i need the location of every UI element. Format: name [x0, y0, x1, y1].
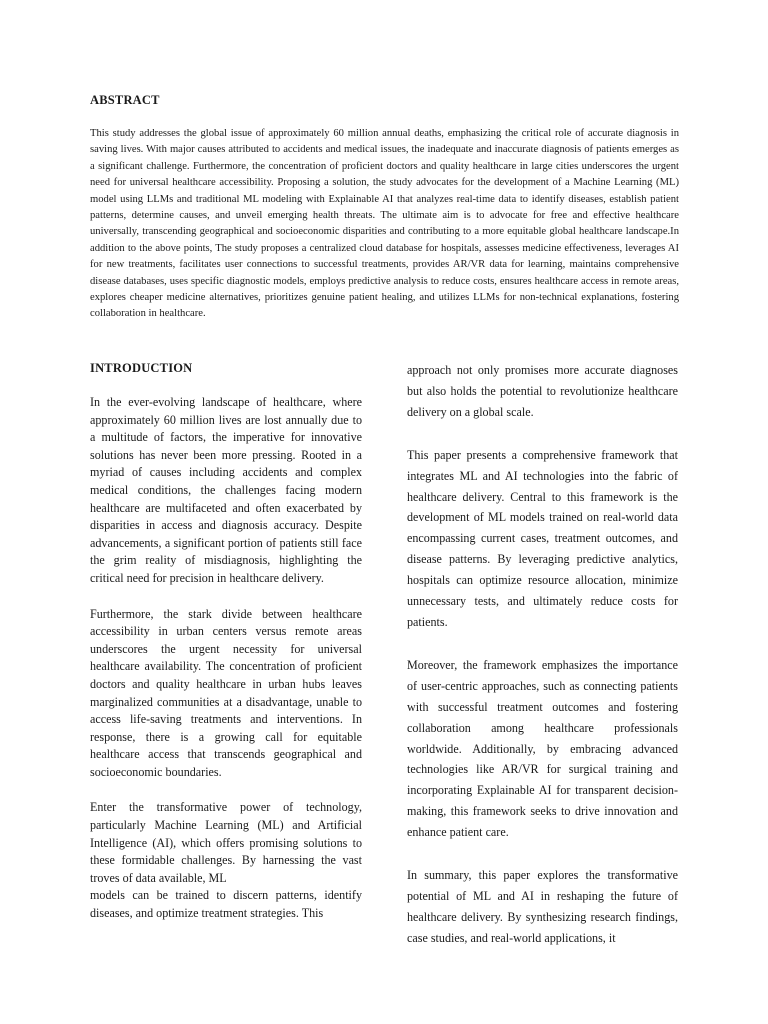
intro-paragraph-7: Moreover, the framework emphasizes the importance of user-centric approaches, such as connecting patients with successful treatment outcomes and fostering collaboration among healthcare professionals worldwide. Additionally, by embracing advanced technologies like AR/VR for surgical training and incorporating Explainable AI for transparent decision-making, this framework seeks to drive innovation and enhance patient care. — [407, 657, 678, 840]
intro-paragraph-8: In summary, this paper explores the transformative potential of ML and AI in reshaping the future of healthcare delivery. By synthesizing research findings, case studies, and real-world applications, it — [407, 868, 678, 945]
intro-paragraph-1: In the ever-evolving landscape of healthcare, where approximately 60 million lives are lost annually due to a multitude of factors, the imperative for innovative solutions has never been more pressing. Rooted in a myriad of causes including accidents and complex medical conditions, the challenges facing modern healthcare are multifaceted and often exacerbated by disparities in access and diagnosis accuracy. Despite advancements, a significant portion of patients still face the grim reality of misdiagnosis, highlighting the critical need for precision in healthcare delivery. — [90, 395, 362, 585]
abstract-body: This study addresses the global issue of approximately 60 million annual deaths, emphasizing the critical role of accurate diagnosis in saving lives. With major causes attributed to accidents and medical issues, the inadequate and inaccurate diagnosis of patients emerges as a significant challenge. Furthermore, the concentration of proficient doctors and quality healthcare in large cities underscores the urgent need for universal healthcare accessibility. Proposing a solution, the study advocates for the development of a Machine Learning (ML) model using LLMs and traditional ML modeling with Explainable AI that analyzes real-time data to identify diseases, establish patient patterns, determine causes, and unveil emerging health threats. The ultimate aim is to advocate for free and effective healthcare universally, transcending geographical and socioeconomic disparities and contributing to a more equitable global healthcare landscape.In addition to the above points, The study proposes a centralized cloud database for hospitals, assesses medicine effectiveness, leverages AI for new treatments, facilitates user connections to successful treatments, provides AR/VR data for learning, maintains comprehensive disease databases, uses specific diagnostic models, employs predictive analysis to reduce costs, ensures healthcare access in remote areas, explores cheaper medicine alternatives, prioritizes genuine patient healing, and utilizes LLMs for non-technical explanations, fostering collaboration in healthcare. — [90, 128, 679, 320]
intro-paragraph-5: approach not only promises more accurate diagnoses but also holds the potential to revolutionize healthcare delivery on a global scale. — [407, 363, 678, 419]
intro-paragraph-6: This paper presents a comprehensive framework that integrates ML and AI technologies into the fabric of healthcare delivery. Central to this framework is the development of ML models trained on real-world data encompassing current cases, treatment outcomes, and disease patterns. By leveraging predictive analytics, hospitals can optimize resource allocation, minimize unnecessary tests, and ultimately reduce costs for patients. — [407, 447, 678, 629]
intro-paragraph-2: Furthermore, the stark divide between healthcare accessibility in urban centers versus remote areas underscores the urgent necessity for universal healthcare availability. The concentration of proficient doctors and quality healthcare in urban hubs leaves marginalized communities at a disadvantage, unable to access life-saving treatments and interventions. In response, there is a growing call for equitable healthcare access that transcends geographical and socioeconomic boundaries. — [90, 606, 362, 779]
left-column — [90, 360, 362, 923]
introduction-heading: INTRODUCTION — [90, 361, 193, 375]
intro-paragraph-4: models can be trained to discern patterns, identify diseases, and optimize treatment strategies. This — [90, 888, 362, 921]
right-column — [407, 360, 678, 949]
abstract-heading: ABSTRACT — [90, 93, 160, 107]
intro-paragraph-3: Enter the transformative power of technology, particularly Machine Learning (ML) and Artificial Intelligence (AI), which offers promising solutions to these formidable challenges. By harnessing the vast troves of data available, ML — [90, 800, 362, 885]
